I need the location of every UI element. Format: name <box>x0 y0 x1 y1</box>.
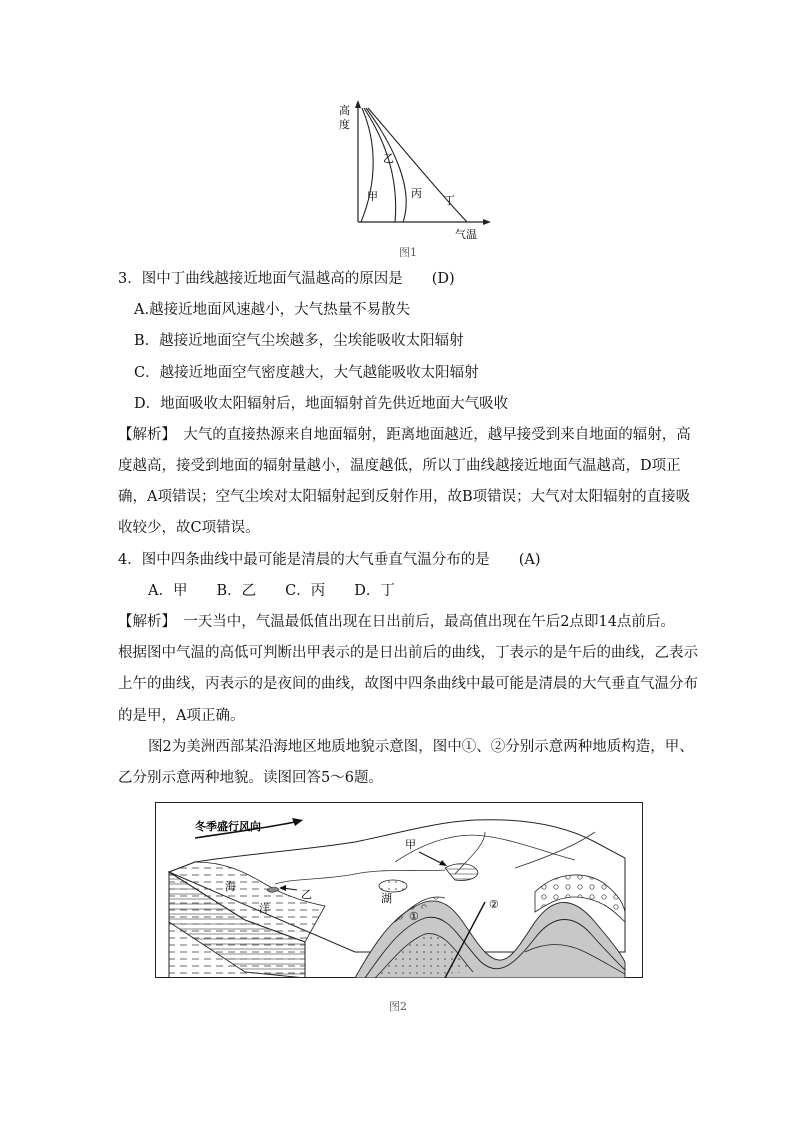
label-structure-1: ① <box>409 910 419 923</box>
q4-analysis-line-2: 根据图中气温的高低可判断出甲表示的是日出前后的曲线，丁表示的是午后的曲线，乙表示 <box>118 645 698 661</box>
y-axis-label-1: 高 <box>339 104 350 117</box>
q3-question: 3．图中丁曲线越接近地面气温越高的原因是 (D) <box>118 271 455 287</box>
figure2-caption: 图2 <box>389 1000 407 1013</box>
q3-option-d: D．地面吸收太阳辐射后，地面辐射首先供近地面大气吸收 <box>134 396 509 412</box>
curve-label-jia: 甲 <box>367 190 378 203</box>
q3-analysis-line-3: 确，A项错误；空气尘埃对太阳辐射起到反射作用，故B项错误；大气对太阳辐射的直接吸 <box>118 489 691 505</box>
curve-bing <box>366 108 406 222</box>
label-structure-2: ② <box>489 898 499 911</box>
curve-label-bing: 丙 <box>411 187 422 200</box>
intro-line-1: 图2为美洲西部某沿海地区地质地貌示意图，图中①、②分别示意两种地质构造，甲、 <box>148 739 694 755</box>
q4-analysis-line-3: 上午的曲线，丙表示的是夜间的曲线，故图中四条曲线中最可能是清晨的大气垂直气温分布 <box>118 676 698 692</box>
figure1-caption: 图1 <box>399 246 417 259</box>
label-yang: 洋 <box>259 902 270 915</box>
q3-analysis-line-2: 度越高，接受到地面的辐射量越小，温度越低，所以丁曲线越接近地面气温越高，D项正 <box>118 458 681 474</box>
curve-jia <box>361 108 373 222</box>
label-yi: 乙 <box>301 888 312 901</box>
q3-option-b: B．越接近地面空气尘埃越多，尘埃能吸收太阳辐射 <box>134 333 464 349</box>
curve-yi <box>364 108 396 222</box>
x-axis-label: 气温 <box>455 228 477 241</box>
curve-label-ding: 丁 <box>444 194 455 207</box>
q4-analysis-line-4: 的是甲，A项正确。 <box>118 708 245 724</box>
label-hai: 海 <box>225 880 236 893</box>
q4-question: 4．图中四条曲线中最可能是清晨的大气垂直气温分布的是 (A) <box>118 552 541 568</box>
figure2-geology-diagram <box>155 802 643 978</box>
label-hu: 湖 <box>381 892 392 905</box>
intro-line-2: 乙分别示意两种地貌。读图回答5～6题。 <box>118 770 383 786</box>
q3-analysis-line-1: 【解析】 大气的直接热源来自地面辐射，距离地面越近，越早接受到来自地面的辐射，高 <box>118 427 691 443</box>
q3-analysis-line-4: 收较少，故C项错误。 <box>118 520 260 536</box>
label-jia: 甲 <box>405 838 416 851</box>
curve-label-yi: 乙 <box>383 152 394 165</box>
q4-analysis-line-1: 【解析】 一天当中，气温最低值出现在日出前后，最高值出现在午后2点即14点前后。 <box>118 614 675 630</box>
q3-option-a: A.越接近地面风速越小，大气热量不易散失 <box>134 302 411 318</box>
wind-direction-label: 冬季盛行风向 <box>195 820 261 833</box>
q4-options: A．甲 B．乙 C．丙 D．丁 <box>148 583 395 599</box>
figure1-temperature-profile <box>335 98 495 243</box>
q3-option-c: C．越接近地面空气密度越大，大气越能吸收太阳辐射 <box>134 365 479 381</box>
y-axis-label-2: 度 <box>339 118 350 131</box>
